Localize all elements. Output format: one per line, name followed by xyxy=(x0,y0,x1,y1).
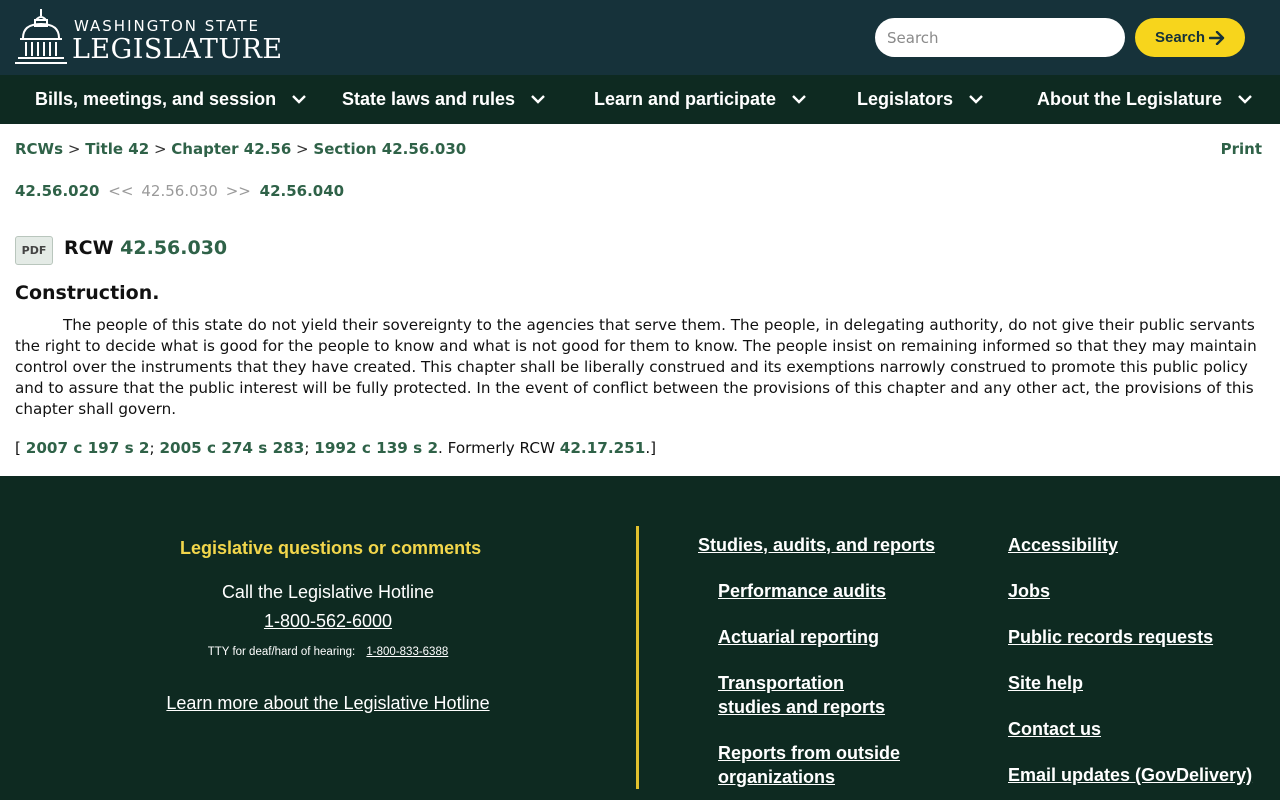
breadcrumb-title[interactable]: Title 42 xyxy=(85,140,150,158)
rcw-title xyxy=(64,237,227,259)
breadcrumb-separator: > xyxy=(67,140,81,158)
citation-link[interactable]: 1992 c 139 s 2 xyxy=(314,439,439,457)
site-header xyxy=(0,0,1280,75)
nav-item-about[interactable] xyxy=(1037,75,1252,124)
prev-section-link[interactable]: 42.56.020 xyxy=(15,182,100,200)
next-section-link[interactable]: 42.56.040 xyxy=(259,182,345,200)
citation-separator: ; xyxy=(304,439,310,457)
footer-heading: Legislative questions or comments xyxy=(180,538,482,558)
tty-label: TTY for deaf/hard of hearing: xyxy=(207,646,356,658)
print-link[interactable]: Print xyxy=(1220,140,1262,158)
nav-item-bills[interactable] xyxy=(35,75,306,124)
nav-item-laws[interactable] xyxy=(342,75,545,124)
footer-link-studies[interactable]: Studies, audits, and reports xyxy=(698,535,936,555)
section-sequence-nav xyxy=(15,182,344,200)
logo-title: LEGISLATURE xyxy=(72,34,283,65)
site-logo[interactable] xyxy=(14,8,283,68)
footer-link-performance-audits[interactable]: Performance audits xyxy=(718,581,887,601)
chevron-down-icon xyxy=(792,95,806,104)
learn-more-hotline-link[interactable]: Learn more about the Legislative Hotline xyxy=(166,693,490,713)
citation-open: [ xyxy=(15,439,21,457)
footer-link-actuarial[interactable]: Actuarial reporting xyxy=(718,627,880,647)
prev-marker: << xyxy=(108,182,134,200)
nav-item-label: State laws and rules xyxy=(342,89,516,109)
arrow-right-icon xyxy=(1209,31,1225,45)
footer-link-contact[interactable]: Contact us xyxy=(1008,719,1102,739)
site-footer xyxy=(0,476,1280,800)
footer-link-site-help[interactable]: Site help xyxy=(1008,673,1084,693)
rcw-prefix: RCW xyxy=(64,237,114,259)
footer-link-accessibility[interactable]: Accessibility xyxy=(1008,535,1119,555)
citation-link[interactable]: 2007 c 197 s 2 xyxy=(25,439,150,457)
chevron-down-icon xyxy=(292,95,306,104)
nav-item-label: Legislators xyxy=(857,89,954,109)
breadcrumb xyxy=(15,140,466,158)
footer-link-jobs[interactable]: Jobs xyxy=(1008,581,1051,601)
formerly-rcw-link[interactable]: 42.17.251 xyxy=(559,439,646,457)
pdf-button[interactable]: PDF xyxy=(15,236,53,265)
hotline-phone-link[interactable]: 1-800-562-6000 xyxy=(263,611,393,631)
breadcrumb-rcws[interactable]: RCWs xyxy=(15,140,64,158)
section-heading: Construction. xyxy=(15,282,160,304)
nav-item-learn[interactable] xyxy=(594,75,806,124)
citations xyxy=(15,439,656,457)
rcw-number-link[interactable]: 42.56.030 xyxy=(120,237,228,259)
nav-item-label: Bills, meetings, and session xyxy=(35,89,277,109)
footer-link-transportation[interactable]: Transportation studies and reports xyxy=(718,673,886,717)
section-body: The people of this state do not yield their sovereignty to the agencies that serve them. The people, in delegating authority, do not give their public servants the right to decide what is good for the people to know and what is not good for them to know. The people insist on remaining informed so that they may maintain control over the instruments that they have created. This chapter shall be liberally construed and its exemptions narrowly construed to promote this public policy and to assure that the public interest will be fully protected. In the event of conflict between the provisions of this chapter and any other act, the provisions of this chapter shall govern. xyxy=(15,316,1257,418)
footer-divider xyxy=(636,526,639,789)
next-marker: >> xyxy=(225,182,251,200)
breadcrumb-separator: > xyxy=(153,140,167,158)
citation-close: .] xyxy=(645,439,657,457)
citation-separator: ; xyxy=(149,439,155,457)
citation-link[interactable]: 2005 c 274 s 283 xyxy=(159,439,305,457)
tty-phone-link[interactable]: 1-800-833-6388 xyxy=(366,646,449,658)
current-section: 42.56.030 xyxy=(141,182,218,200)
footer-link-outside-reports[interactable]: Reports from outside organizations xyxy=(718,743,901,787)
search-button-label: Search xyxy=(1154,29,1206,46)
nav-item-legislators[interactable] xyxy=(857,75,983,124)
footer-link-email-updates[interactable]: Email updates (GovDelivery) xyxy=(1008,765,1253,785)
nav-item-label: About the Legislature xyxy=(1037,89,1223,109)
chevron-down-icon xyxy=(1238,95,1252,104)
logo-subtitle: WASHINGTON STATE xyxy=(74,17,261,35)
hotline-text: Call the Legislative Hotline xyxy=(221,582,435,602)
footer-link-public-records[interactable]: Public records requests xyxy=(1008,627,1214,647)
search-button[interactable] xyxy=(1135,18,1245,57)
breadcrumb-separator: > xyxy=(296,140,309,158)
capitol-dome-icon xyxy=(14,8,68,66)
tty-line xyxy=(150,646,506,658)
search-input[interactable] xyxy=(875,18,1125,57)
chevron-down-icon xyxy=(969,95,983,104)
breadcrumb-section[interactable]: Section 42.56.030 xyxy=(313,140,467,158)
chevron-down-icon xyxy=(531,95,545,104)
formerly-text: . Formerly RCW xyxy=(438,439,555,457)
nav-item-label: Learn and participate xyxy=(594,89,777,109)
main-nav xyxy=(0,75,1280,124)
breadcrumb-chapter[interactable]: Chapter 42.56 xyxy=(171,140,292,158)
